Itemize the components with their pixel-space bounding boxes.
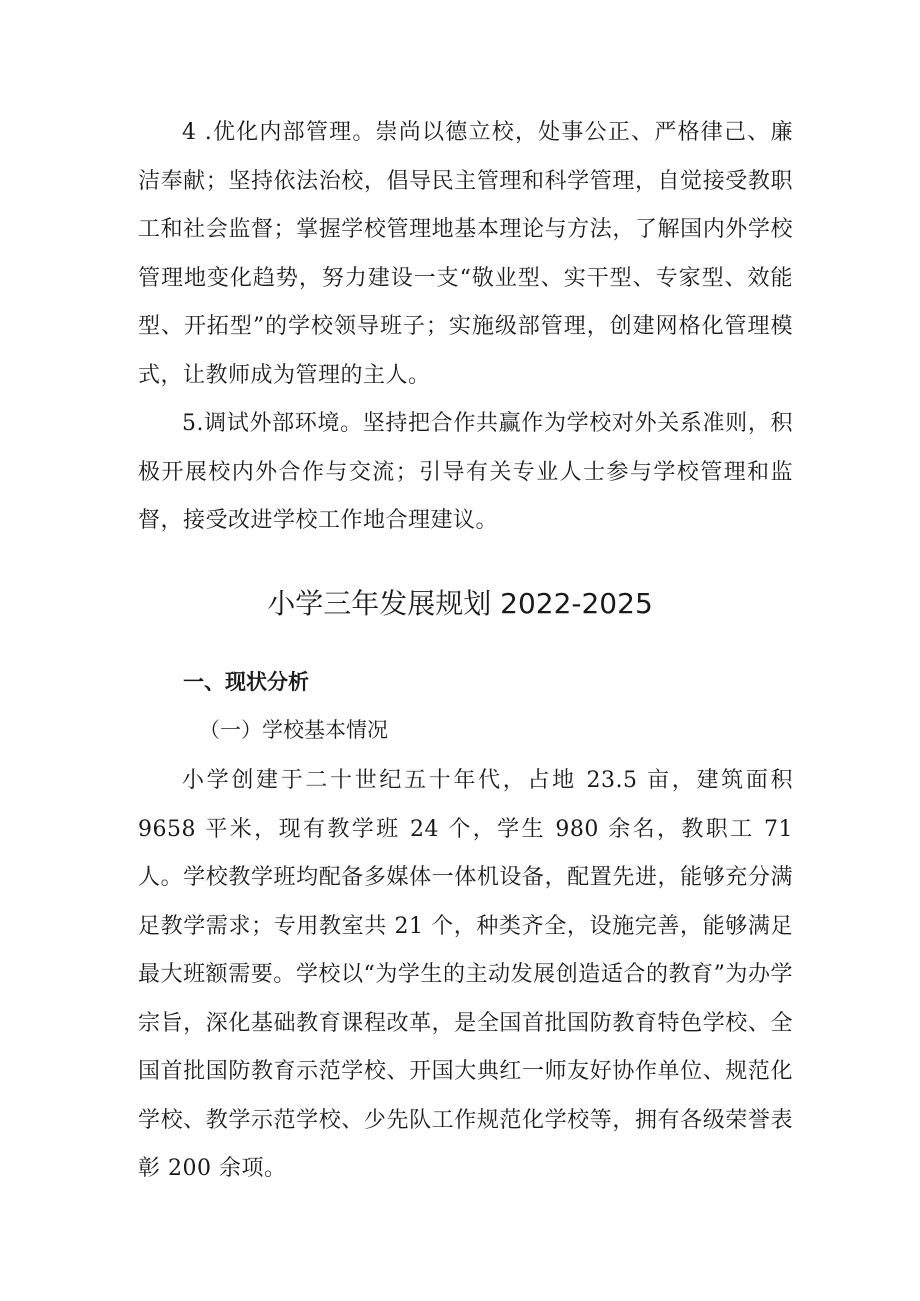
paragraph-external-environment: 5.调试外部环境。坚持把合作共赢作为学校对外关系准则，积极开展校内外合作与交流；引导有关专业人士参与学校管理和监督，接受改进学校工作地合理建议。 — [138, 411, 793, 533]
section-heading: 一、现状分析 — [183, 670, 309, 694]
paragraph-internal-management: 4 .优化内部管理。崇尚以德立校，处事公正、严格律己、廉洁奉献；坚持依法治校，倡导民主管理和科学管理，自觉接受教职工和社会监督；掌握学校管理地基本理论与方法，了解国内外学校管理地变化趋势，努力建设一支“敬业型、实干型、专家型、效能型、开拓型”的学校领导班子；实施级部管理，创建网格化管理模式，让教师成为管理的主人。 — [138, 120, 793, 388]
document-title: 小学三年发展规划 2022-2025 — [267, 587, 653, 620]
sub-heading: （一）学校基本情况 — [199, 718, 388, 742]
paragraph-school-basic-info: 小学创建于二十世纪五十年代，占地 23.5 亩，建筑面积 9658 平米，现有教学班 24 个，学生 980 余名，教职工 71 人。学校教学班均配备多媒体一体机设备，配置先进，能够充分满足教学需求；专用教室共 21 个，种类齐全，设施完善，能够满足最大班额需要。学校以“为学生的主动发展创造适合的教育”为办学宗旨，深化基础教育课程改革，是全国首批国防教育特色学校、全国首批国防教育示范学校、开国大典红一师友好协作单位、规范化学校、教学示范学校、少先队工作规范化学校等，拥有各级荣誉表彰 200 余项。 — [138, 768, 793, 1181]
